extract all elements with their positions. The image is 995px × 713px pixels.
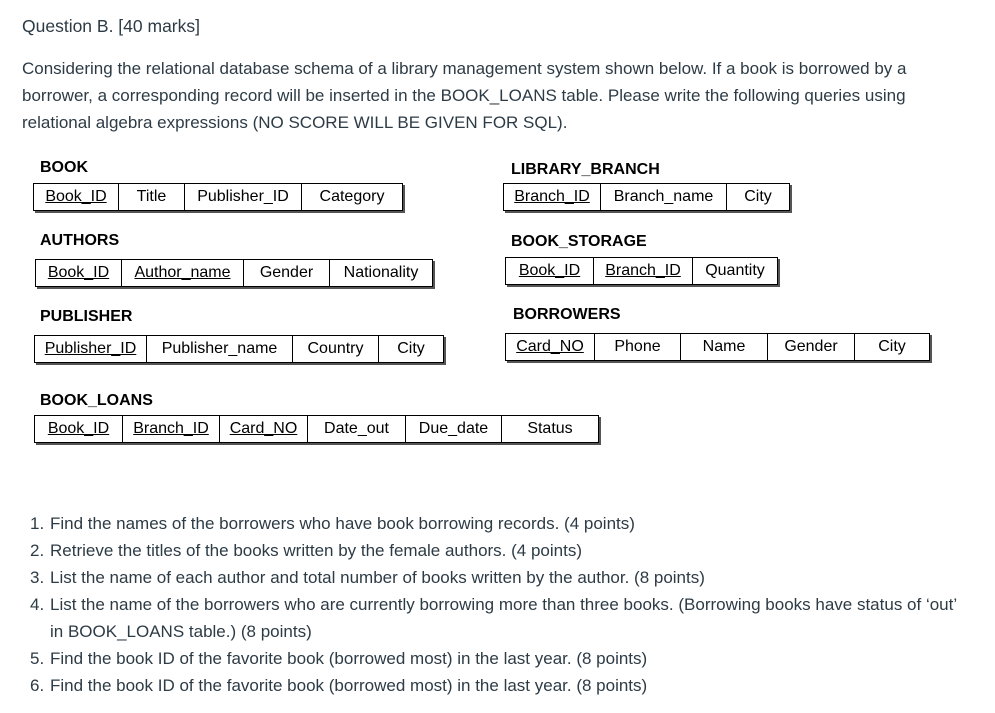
publisher-attr-country: Country — [293, 336, 379, 362]
borrowers-table-name: BORROWERS — [513, 306, 621, 323]
question-item — [30, 510, 960, 537]
book-storage-attr-branch-id: Branch_ID — [594, 258, 693, 284]
book-loans-table-name: BOOK_LOANS — [40, 392, 153, 409]
authors-attr-nationality: Nationality — [343, 264, 419, 281]
publisher-attr-city: City — [397, 340, 425, 357]
question-text: Retrieve the titles of the books written by the female authors. (4 points) — [50, 541, 582, 560]
library-branch-attr-city: City — [744, 188, 772, 205]
question-text: Find the names of the borrowers who have book borrowing records. (4 points) — [50, 514, 635, 533]
book-table-name: BOOK — [40, 159, 88, 176]
authors-attr-book-id: Book_ID — [36, 260, 122, 286]
question-item — [30, 564, 960, 591]
question-list — [30, 510, 960, 699]
question-item — [30, 672, 960, 699]
question-heading: Question B. [40 marks] — [22, 16, 200, 36]
borrowers-schema — [505, 333, 930, 361]
borrowers-attr-name: Name — [681, 334, 768, 360]
question-number: 5. — [30, 649, 45, 668]
book-storage-table-name: BOOK_STORAGE — [511, 233, 647, 250]
question-item — [30, 591, 960, 645]
book-loans-attr-book-id: Book_ID — [35, 416, 123, 442]
intro-paragraph: Considering the relational database schema of a library management system shown below. If a book is borrowed by a borrower, a corresponding record will be inserted in the BOOK_LOANS table. Please write the following queries using relational algebra expressions (NO SCORE WILL BE GIVEN FOR SQL). — [22, 59, 907, 132]
library-branch-table-name: LIBRARY_BRANCH — [511, 161, 660, 178]
publisher-attr-publisher-id: Publisher_ID — [35, 336, 147, 362]
book-loans-attr-date-out: Date_out — [308, 416, 406, 442]
library-branch-schema — [503, 183, 790, 211]
question-number: 6. — [30, 676, 45, 695]
publisher-attr-publisher-name: Publisher_name — [147, 336, 293, 362]
library-branch-attr-branch-id: Branch_ID — [504, 184, 601, 210]
borrowers-attr-card-no: Card_NO — [506, 334, 595, 360]
question-text: List the name of each author and total number of books written by the author. (8 points) — [50, 568, 705, 587]
book-attr-publisher-id: Publisher_ID — [185, 184, 302, 210]
book-schema — [33, 183, 403, 211]
question-item — [30, 537, 960, 564]
book-storage-schema — [505, 257, 778, 285]
question-text: Find the book ID of the favorite book (borrowed most) in the last year. (8 points) — [50, 676, 648, 695]
publisher-schema — [34, 335, 444, 363]
book-loans-attr-branch-id: Branch_ID — [123, 416, 220, 442]
question-text: List the name of the borrowers who are currently borrowing more than three books. (Borrowing books have status of ‘out’ in BOOK_LOANS table.) (8 points) — [50, 595, 957, 641]
borrowers-attr-city: City — [878, 338, 906, 355]
authors-attr-gender: Gender — [244, 260, 330, 286]
authors-attr-author-name: Author_name — [122, 260, 244, 286]
authors-schema — [35, 259, 433, 287]
book-attr-title: Title — [119, 184, 185, 210]
question-number: 3. — [30, 568, 45, 587]
question-number: 4. — [30, 595, 45, 614]
authors-table-name: AUTHORS — [40, 232, 120, 249]
question-number: 2. — [30, 541, 45, 560]
book-storage-attr-book-id: Book_ID — [506, 258, 594, 284]
book-loans-attr-due-date: Due_date — [406, 416, 502, 442]
question-number: 1. — [30, 514, 45, 533]
book-storage-attr-quantity: Quantity — [705, 262, 765, 279]
book-attr-book-id: Book_ID — [34, 184, 119, 210]
book-loans-schema — [34, 415, 599, 443]
book-loans-attr-status: Status — [527, 420, 573, 437]
library-branch-attr-branch-name: Branch_name — [601, 184, 727, 210]
book-loans-attr-card-no: Card_NO — [220, 416, 308, 442]
question-item — [30, 645, 960, 672]
book-attr-category: Category — [319, 188, 385, 205]
borrowers-attr-phone: Phone — [595, 334, 681, 360]
borrowers-attr-gender: Gender — [768, 334, 855, 360]
question-text: Find the book ID of the favorite book (borrowed most) in the last year. (8 points) — [50, 649, 648, 668]
publisher-table-name: PUBLISHER — [40, 308, 133, 325]
